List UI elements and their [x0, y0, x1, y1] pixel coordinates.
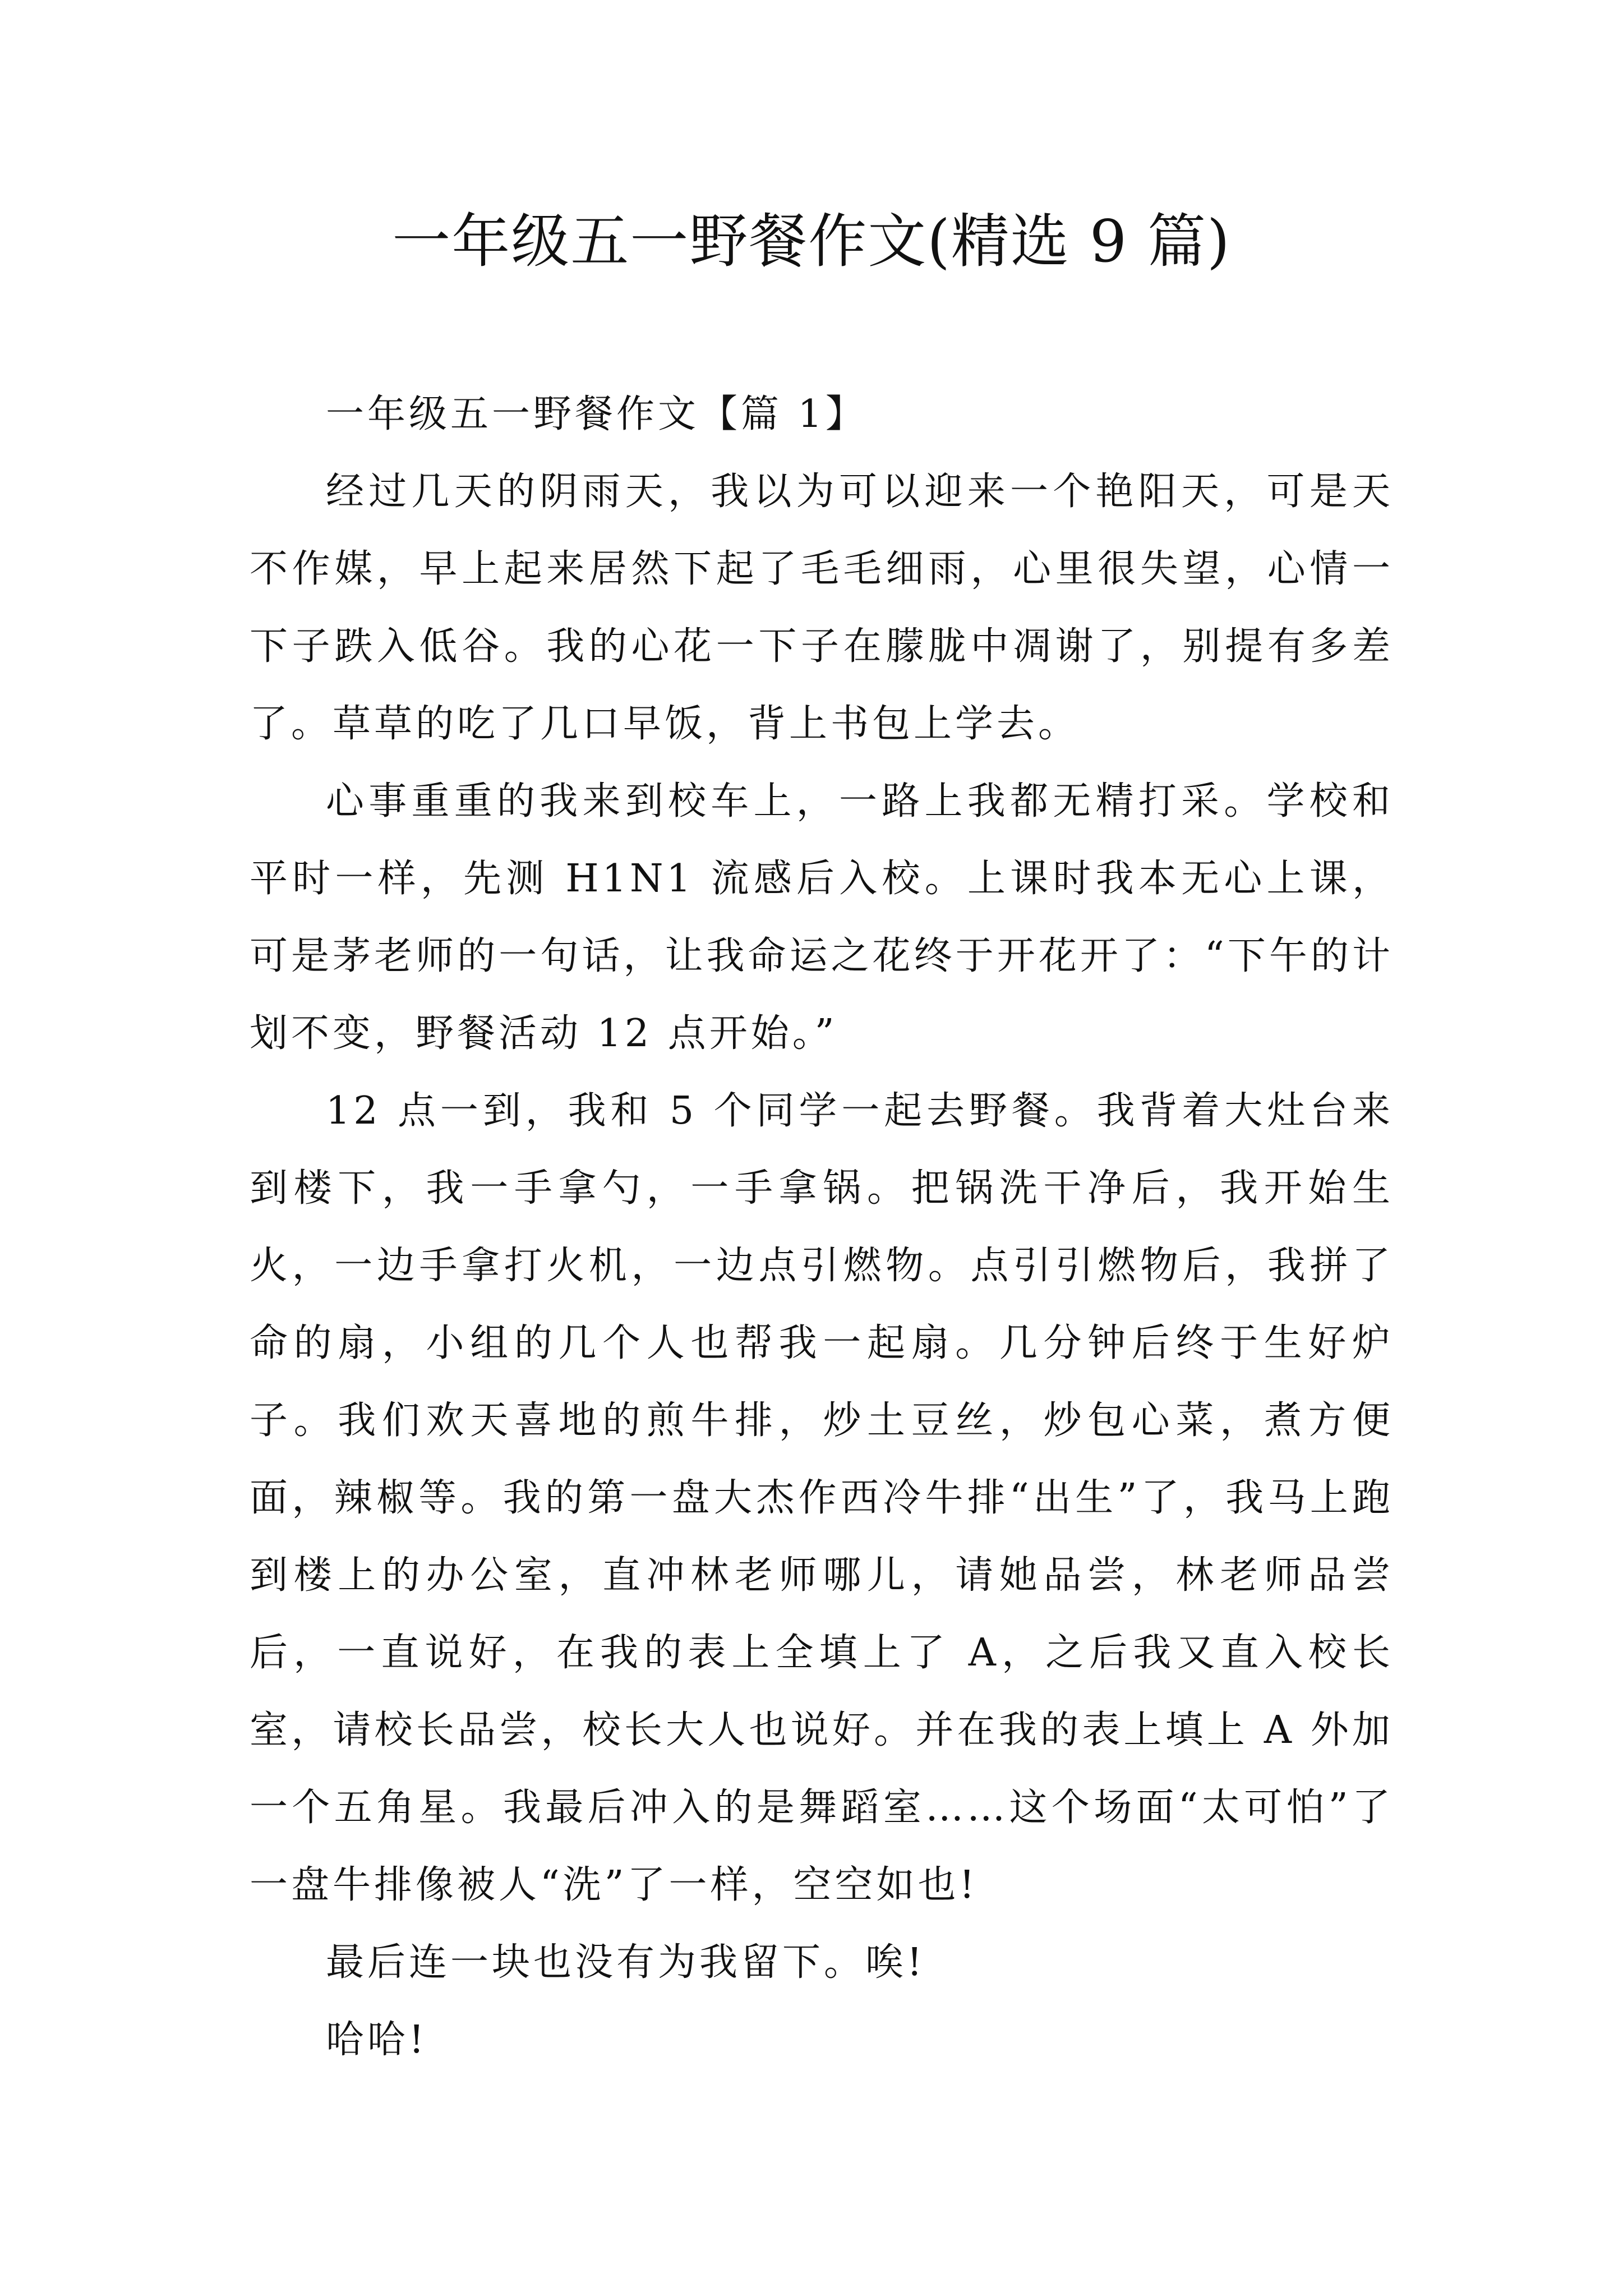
paragraph-4: 最后连一块也没有为我留下。唉! [326, 1940, 926, 1985]
document-title: 一年级五一野餐作文(精选 9 篇) [392, 207, 1231, 275]
section-heading: 一年级五一野餐作文【篇 1】 [326, 392, 867, 436]
document-body [250, 376, 1394, 2079]
paragraph-5: 哈哈! [326, 2018, 428, 2062]
paragraph-2: 心事重重的我来到校车上，一路上我都无精打采。学校和平时一样，先测 H1N1 流感后入校。上课时我本无心上课，可是茅老师的一句话，让我命运之花终于开花开了：“下午的计划不变，野餐活动 12 点开始。” [250, 779, 1394, 1056]
paragraph-3: 12 点一到，我和 5 个同学一起去野餐。我背着大灶台来到楼下，我一手拿勺，一手拿锅。把锅洗干净后，我开始生火，一边手拿打火机，一边点引燃物。点引引燃物后，我拼了命的扇，小组的几个人也帮我一起扇。几分钟后终于生好炉子。我们欢天喜地的煎牛排，炒土豆丝，炒包心菜，煮方便面，辣椒等。我的第一盘大杰作西冷牛排“出生”了，我马上跑到楼上的办公室，直冲林老师哪儿，请她品尝，林老师品尝后，一直说好，在我的表上全填上了 A，之后我又直入校长室，请校长品尝，校长大人也说好。并在我的表上填上 A 外加一个五角星。我最后冲入的是舞蹈室……这个场面“太可怕”了一盘牛排像被人“洗”了一样，空空如也! [250, 1089, 1394, 1907]
paragraph-1: 经过几天的阴雨天，我以为可以迎来一个艳阳天，可是天不作媒，早上起来居然下起了毛毛细雨，心里很失望，心情一下子跌入低谷。我的心花一下子在朦胧中凋谢了，别提有多差了。草草的吃了几口早饭，背上书包上学去。 [250, 470, 1394, 746]
